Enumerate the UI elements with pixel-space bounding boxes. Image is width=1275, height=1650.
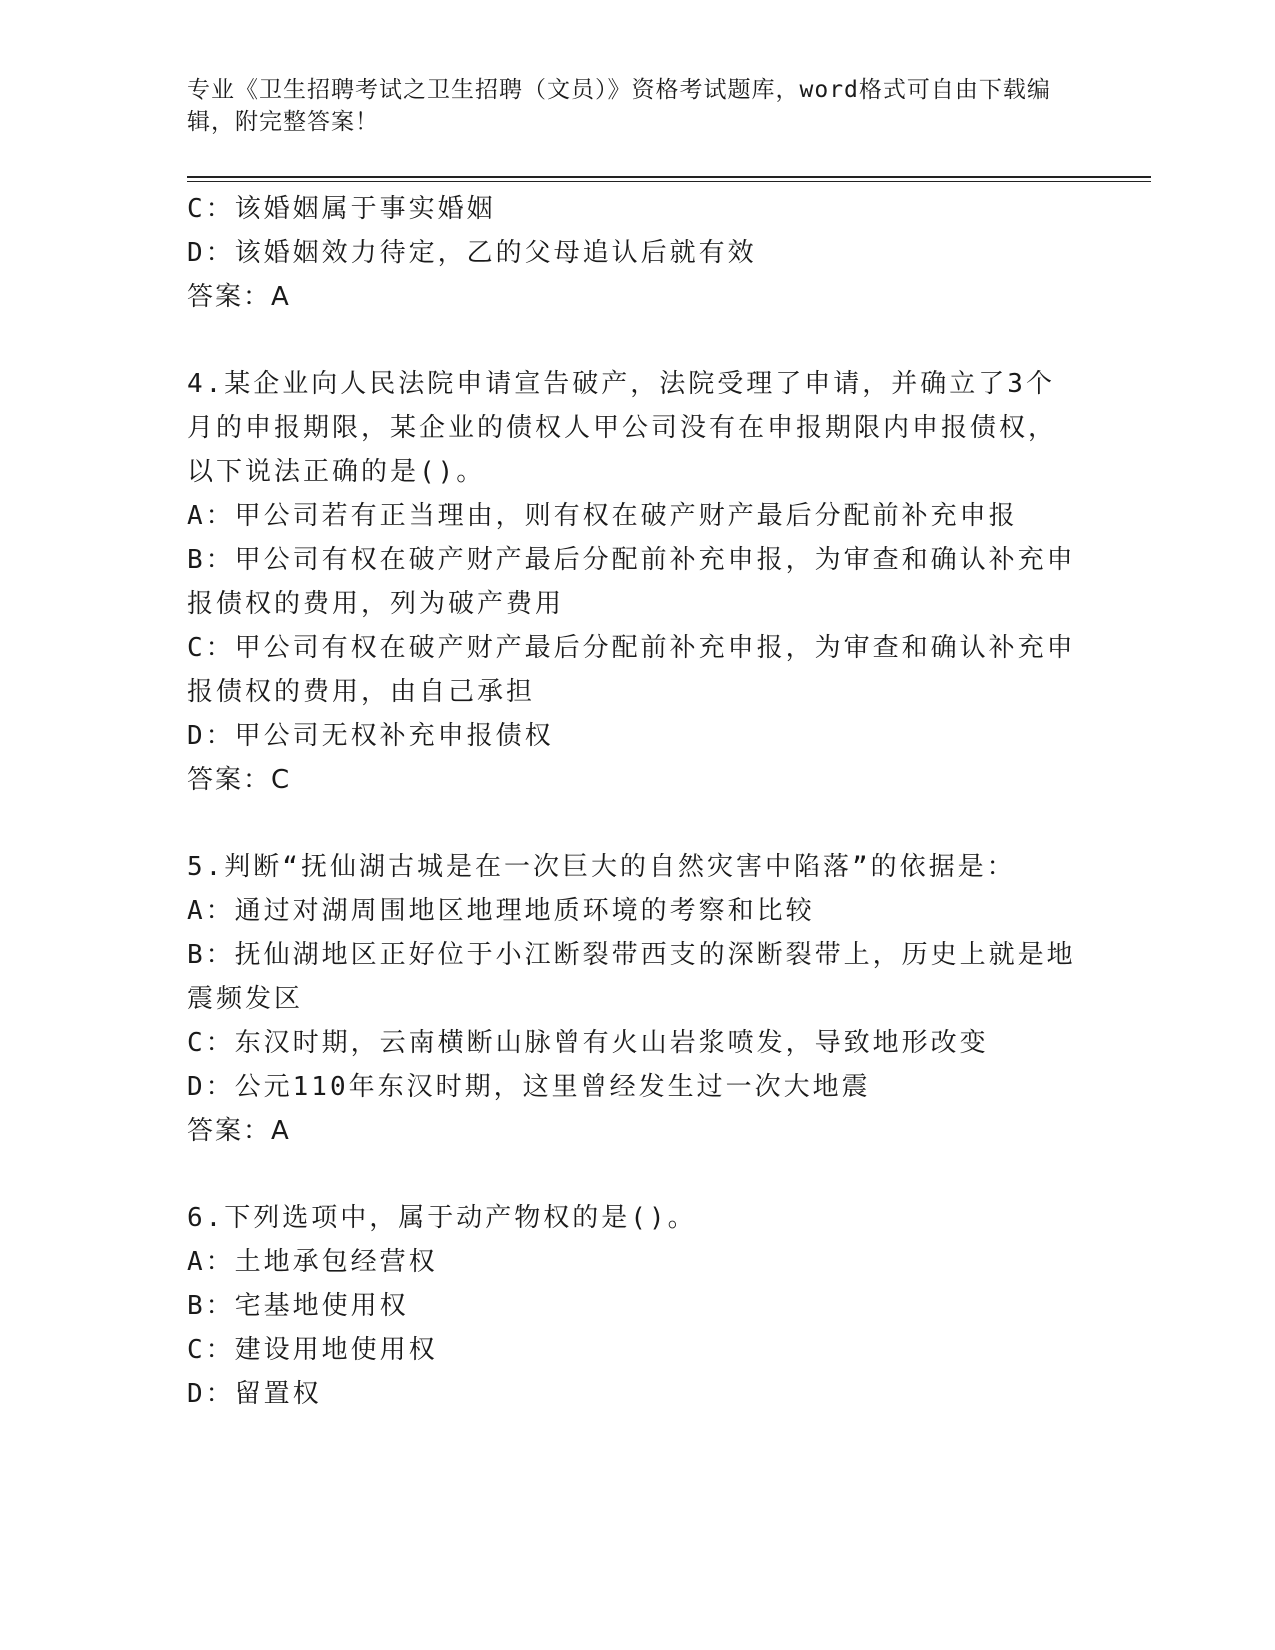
q5-option-c: C：东汉时期，云南横断山脉曾有火山岩浆喷发，导致地形改变 xyxy=(187,1028,989,1058)
q6-option-d: D：留置权 xyxy=(187,1379,322,1409)
q6-stem: 6.下列选项中，属于动产物权的是()。 xyxy=(187,1203,697,1233)
q6-option-a: A：土地承包经营权 xyxy=(187,1247,438,1277)
q4-option-c-line1: C：甲公司有权在破产财产最后分配前补充申报，为审查和确认补充申 xyxy=(187,633,1076,663)
q6-option-c: C：建设用地使用权 xyxy=(187,1335,438,1365)
header-rule-thin xyxy=(187,181,1151,182)
q5-option-d: D：公元110年东汉时期，这里曾经发生过一次大地震 xyxy=(187,1072,871,1102)
q5-option-b-line1: B：抚仙湖地区正好位于小江断裂带西支的深断裂带上，历史上就是地 xyxy=(187,940,1076,970)
q6-option-b: B：宅基地使用权 xyxy=(187,1291,409,1321)
q4-option-d: D：甲公司无权补充申报债权 xyxy=(187,721,554,751)
q5-option-b-line2: 震频发区 xyxy=(187,984,304,1014)
q4-stem-line3: 以下说法正确的是()。 xyxy=(187,457,486,487)
q4-option-c-line2: 报债权的费用，由自己承担 xyxy=(187,677,536,707)
q5-option-a: A：通过对湖周围地区地理地质环境的考察和比较 xyxy=(187,896,815,926)
q5-stem: 5.判断“抚仙湖古城是在一次巨大的自然灾害中陷落”的依据是： xyxy=(187,852,1016,882)
header-rule-thick xyxy=(187,176,1151,178)
document-header: 专业《卫生招聘考试之卫生招聘（文员）》资格考试题库，word格式可自由下载编辑，附完整答案！ xyxy=(187,77,1051,135)
q3-option-d: D：该婚姻效力待定，乙的父母追认后就有效 xyxy=(187,238,757,268)
q4-option-b-line2: 报债权的费用，列为破产费用 xyxy=(187,589,565,619)
q4-stem-line2: 月的申报期限，某企业的债权人甲公司没有在申报期限内申报债权， xyxy=(187,413,1058,443)
q4-option-b-line1: B：甲公司有权在破产财产最后分配前补充申报，为审查和确认补充申 xyxy=(187,545,1076,575)
q4-stem-line1: 4.某企业向人民法院申请宣告破产，法院受理了申请，并确立了3个 xyxy=(187,369,1055,399)
q4-answer: 答案：C xyxy=(187,765,292,795)
q5-answer: 答案：A xyxy=(187,1116,291,1146)
q3-answer: 答案：A xyxy=(187,282,291,312)
q4-option-a: A：甲公司若有正当理由，则有权在破产财产最后分配前补充申报 xyxy=(187,501,1018,531)
q3-option-c: C：该婚姻属于事实婚姻 xyxy=(187,194,496,224)
